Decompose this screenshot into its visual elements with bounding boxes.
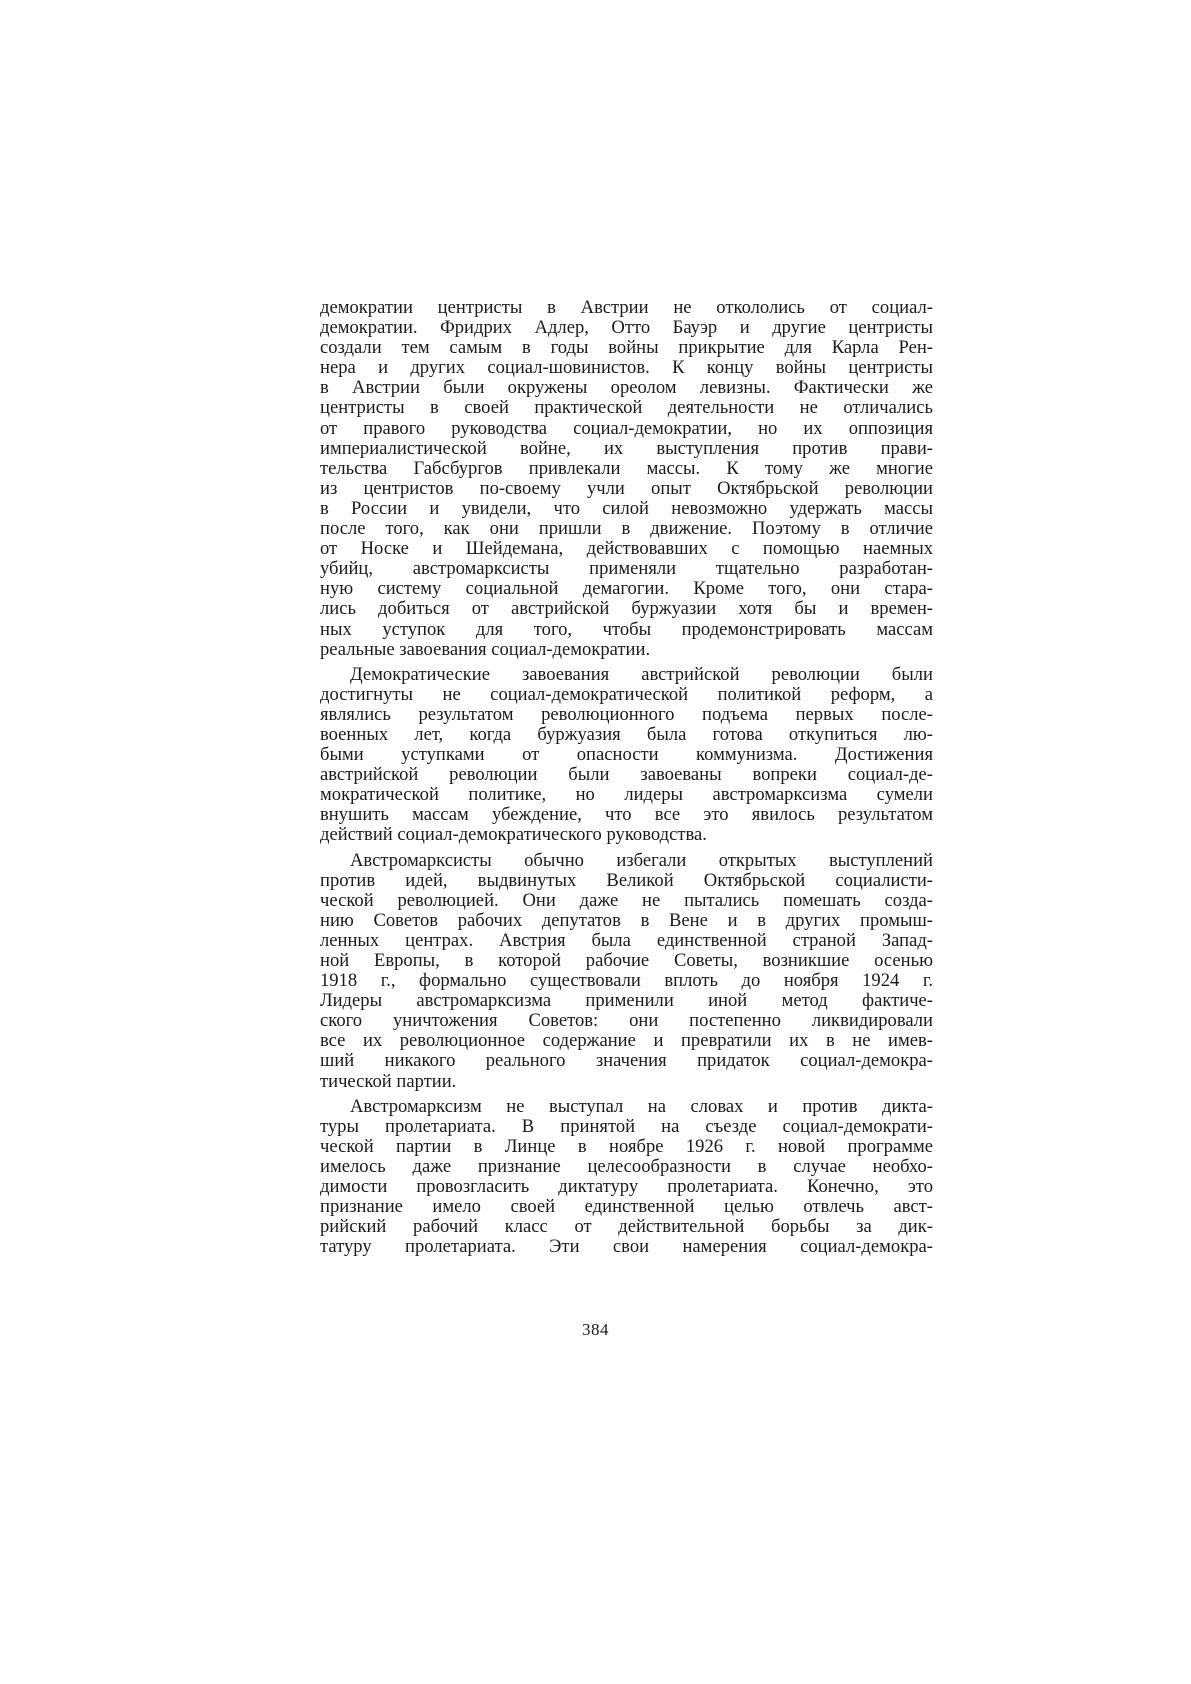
text-line: реальные завоевания социал-демократии.: [320, 638, 651, 660]
text-line: туры пролетариата. В принятой на съезде социал-демократи-: [320, 1115, 933, 1137]
text-line: от правого руководства социал-демократии, но их оппозиция: [320, 417, 933, 439]
text-line: лись добиться от австрийской буржуазии хотя бы и времен-: [320, 598, 933, 620]
paragraph: [320, 1097, 933, 1258]
text-line: тической партии.: [320, 1070, 457, 1092]
text-line: против идей, выдвинутых Великой Октябрьской социалисти-: [320, 869, 933, 891]
text-line: достигнуты не социал-демократической политикой реформ, а: [320, 683, 933, 705]
text-line: признание имело своей единственной целью отвлечь авст-: [320, 1196, 933, 1218]
paragraph: [320, 665, 933, 846]
text-line: быми уступками от опасности коммунизма. Достижения: [320, 744, 933, 766]
text-line: нера и других социал-шовинистов. К концу войны центристы: [320, 357, 933, 379]
text-line: в России и увидели, что силой невозможно удержать массы: [320, 497, 933, 519]
text-line: внушить массам убеждение, что все это явилось результатом: [320, 804, 933, 826]
text-line: ных уступок для того, чтобы продемонстрировать массам: [320, 618, 933, 640]
text-line: Австромарксизм не выступал на словах и против дикта-: [350, 1095, 933, 1117]
text-line: после того, как они пришли в движение. Поэтому в отличие: [320, 518, 933, 540]
text-line: ную систему социальной демагогии. Кроме того, они стара-: [320, 578, 933, 600]
text-line: являлись результатом революционного подъема первых после-: [320, 703, 933, 725]
page-number: 384: [582, 1320, 609, 1339]
text-line: ческой партии в Линце в ноябре 1926 г. новой программе: [320, 1135, 933, 1157]
text-line: 1918 г., формально существовали вплоть до ноября 1924 г.: [320, 970, 933, 992]
text-line: рийский рабочий класс от действительной борьбы за дик-: [320, 1216, 933, 1238]
text-line: из центристов по-своему учли опыт Октябрьской революции: [320, 477, 933, 499]
text-line: австрийской революции были завоеваны вопреки социал-де-: [320, 764, 933, 786]
paragraph: [320, 298, 933, 660]
text-line: ленных центрах. Австрия была единственной страной Запад-: [320, 929, 933, 951]
text-line: военных лет, когда буржуазия была готова откупиться лю-: [320, 723, 933, 745]
text-line: ческой революцией. Они даже не пытались помешать созда-: [320, 889, 933, 911]
text-line: империалистической войне, их выступления против прави-: [320, 437, 933, 459]
text-line: в Австрии были окружены ореолом левизны. Фактически же: [320, 377, 933, 399]
text-line: от Носке и Шейдемана, действовавших с помощью наемных: [320, 538, 933, 560]
paragraph: [320, 851, 933, 1092]
text-line: центристы в своей практической деятельности не отличались: [320, 397, 933, 419]
text-line: Демократические завоевания австрийской революции были: [350, 663, 933, 685]
text-line: тельства Габсбургов привлекали массы. К тому же многие: [320, 457, 933, 479]
text-line: демократии центристы в Австрии не откололись от социал-: [320, 297, 933, 318]
body-text: [320, 298, 933, 1257]
text-line: Лидеры австромарксизма применили иной метод фактиче-: [320, 990, 933, 1012]
text-line: имелось даже признание целесообразности в случае необхо-: [320, 1155, 933, 1177]
text-line: все их революционное содержание и превратили их в не имев-: [320, 1030, 933, 1052]
text-line: ной Европы, в которой рабочие Советы, возникшие осенью: [320, 950, 933, 971]
text-line: ший никакого реального значения придаток социал-демокра-: [320, 1050, 933, 1072]
text-line: убийц, австромарксисты применяли тщательно разработан-: [320, 558, 933, 580]
text-line: димости провозгласить диктатуру пролетариата. Конечно, это: [320, 1176, 933, 1198]
text-line: Австромарксисты обычно избегали открытых выступлений: [350, 849, 933, 871]
text-line: демократии. Фридрих Адлер, Отто Бауэр и другие центристы: [320, 317, 933, 339]
text-line: действий социал-демократического руководства.: [320, 824, 707, 846]
text-line: татуру пролетариата. Эти свои намерения социал-демокра-: [320, 1236, 933, 1258]
text-line: мократической политике, но лидеры австромарксизма сумели: [320, 784, 933, 806]
text-line: создали тем самым в годы войны прикрытие для Карла Рен-: [320, 337, 933, 359]
text-line: ского уничтожения Советов: они постепенно ликвидировали: [320, 1010, 933, 1032]
text-line: нию Советов рабочих депутатов в Вене и в других промыш-: [320, 909, 933, 931]
